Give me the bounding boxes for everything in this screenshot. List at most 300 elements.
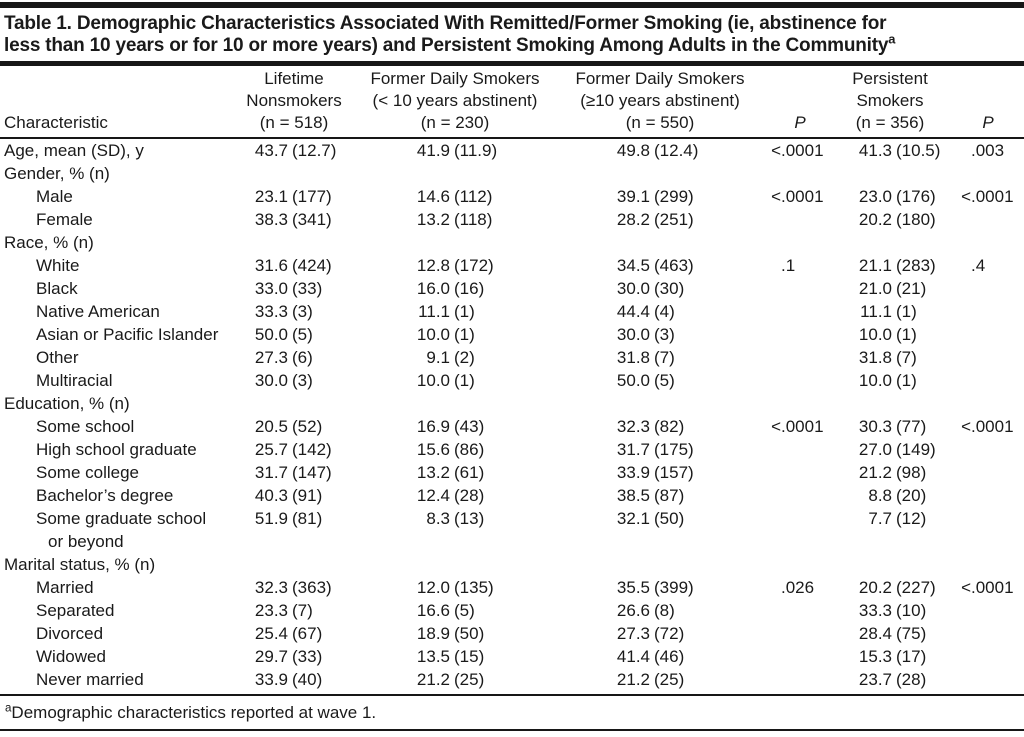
- table-row: [4, 254, 1020, 277]
- cell-value-percent: 10.0: [416, 325, 450, 344]
- header-line: (n = 356): [855, 113, 925, 132]
- cell-value-count: (4): [654, 302, 675, 321]
- row-label: White: [36, 256, 80, 275]
- table-cell: [704, 369, 829, 392]
- table-cell: [829, 254, 939, 277]
- cell-value-count: (157): [654, 463, 694, 482]
- cell-value-percent: 33.9: [616, 463, 650, 482]
- table-cell: [829, 576, 939, 599]
- table-cell: [504, 484, 704, 507]
- cell-value-percent: 20.2: [858, 210, 892, 229]
- cell-value-count: (172): [454, 256, 494, 275]
- table-cell: [939, 231, 1016, 254]
- cell-value-percent: 15.6: [416, 440, 450, 459]
- cell-value-count: (1): [454, 325, 475, 344]
- table-section-row: [4, 231, 1020, 254]
- cell-value-percent: 27.3: [616, 624, 650, 643]
- cell-value-percent: 12.4: [416, 486, 450, 505]
- cell-value-count: (118): [454, 210, 493, 229]
- table-cell: [504, 231, 704, 254]
- table-cell: [344, 162, 504, 185]
- table-cell: [344, 599, 504, 622]
- cell-value-percent: 39.1: [616, 187, 650, 206]
- table-cell: [704, 346, 829, 369]
- table-cell: [704, 645, 829, 668]
- cell-value-count: (3): [292, 371, 313, 390]
- table-cell: [504, 277, 704, 300]
- cell-value-count: (149): [896, 440, 936, 459]
- table-cell: [504, 162, 704, 185]
- table-cell: [504, 392, 704, 415]
- cell-value-percent: 30.0: [254, 371, 288, 390]
- table-cell: [344, 553, 504, 576]
- table-cell: [829, 208, 939, 231]
- cell-value-count: (147): [292, 463, 332, 482]
- table-cell: [344, 461, 504, 484]
- table-cell: [344, 323, 504, 346]
- table-section-row: [4, 553, 1020, 576]
- table-cell: [244, 277, 344, 300]
- cell-value-count: (28): [896, 670, 927, 689]
- cell-value-count: (1): [454, 371, 475, 390]
- table-row: [4, 576, 1020, 599]
- table-cell: [344, 208, 504, 231]
- table-cell: [829, 622, 939, 645]
- table-cell: [704, 392, 829, 415]
- cell-value-percent: 11.1: [860, 302, 892, 321]
- cell-value-percent: 31.7: [616, 440, 650, 459]
- cell-value-percent: 28.2: [616, 210, 650, 229]
- cell-value-count: (16): [454, 279, 485, 298]
- p-value: .4: [971, 256, 986, 275]
- row-label: Divorced: [36, 624, 104, 643]
- table-title-line2-text: less than 10 years or for 10 or more years) and Persistent Smoking Among Adults in the Community: [4, 35, 889, 56]
- cell-value-count: (33): [292, 647, 323, 666]
- table-cell: [939, 323, 1016, 346]
- table-cell: [704, 300, 829, 323]
- row-label: Bachelor’s degree: [36, 486, 174, 505]
- cell-value-percent: 13.2: [416, 463, 450, 482]
- table-section-row: [4, 139, 1020, 162]
- cell-value-count: (12.4): [654, 141, 699, 160]
- table-row-continuation: [4, 530, 1020, 553]
- table-section-row: [4, 392, 1020, 415]
- table-cell: [829, 507, 939, 530]
- table-cell: [704, 323, 829, 346]
- table-cell: [829, 599, 939, 622]
- cell-value-percent: 44.4: [616, 302, 650, 321]
- p-value-prefix: <: [771, 141, 781, 160]
- table-cell: [939, 461, 1016, 484]
- table-cell: [829, 185, 939, 208]
- table-row: [4, 415, 1020, 438]
- p-value: .0001: [781, 417, 824, 436]
- cell-value-percent: 21.1: [858, 256, 892, 275]
- cell-value-percent: 16.6: [416, 601, 450, 620]
- cell-value-percent: 34.5: [616, 256, 650, 275]
- table-row: [4, 323, 1020, 346]
- table-row: [4, 208, 1020, 231]
- table-cell: [244, 484, 344, 507]
- table-cell: [344, 622, 504, 645]
- cell-value-percent: 23.7: [858, 670, 892, 689]
- table-cell: [939, 185, 1016, 208]
- table-cell: [244, 461, 344, 484]
- row-label: Native American: [36, 302, 160, 321]
- table-cell: [704, 438, 829, 461]
- table-cell: [344, 231, 504, 254]
- cell-value-count: (3): [292, 302, 313, 321]
- cell-value-count: (399): [654, 578, 694, 597]
- table-cell: [344, 576, 504, 599]
- row-label: High school graduate: [36, 440, 197, 459]
- table-cell: [344, 369, 504, 392]
- table-cell: [244, 507, 344, 530]
- table-row: [4, 507, 1020, 530]
- p-value-prefix: [939, 139, 971, 162]
- table-cell: [504, 507, 704, 530]
- table-cell: [344, 185, 504, 208]
- cell-value-count: (28): [454, 486, 485, 505]
- cell-value-percent: 31.7: [254, 463, 288, 482]
- table-cell: [344, 668, 504, 691]
- table-cell: [704, 185, 829, 208]
- table-cell: [939, 507, 1016, 530]
- table-cell: [244, 323, 344, 346]
- table-cell: [829, 162, 939, 185]
- cell-value-percent: 32.3: [254, 578, 288, 597]
- table-row: [4, 369, 1020, 392]
- cell-value-percent: 30.0: [616, 279, 650, 298]
- table-cell: [244, 185, 344, 208]
- cell-value-count: (142): [292, 440, 332, 459]
- cell-value-percent: 31.8: [858, 348, 892, 367]
- cell-value-count: (40): [292, 670, 323, 689]
- cell-value-count: (75): [896, 624, 927, 643]
- cell-value-percent: 26.6: [616, 601, 650, 620]
- table-cell: [504, 415, 704, 438]
- header-line: Former Daily Smokers: [370, 69, 540, 88]
- column-header-characteristic: Characteristic: [4, 113, 108, 132]
- table-cell: [704, 622, 829, 645]
- cell-value-count: (86): [454, 440, 485, 459]
- row-label: Education, % (n): [4, 394, 130, 413]
- table-cell: [344, 484, 504, 507]
- table-cell: [939, 645, 1016, 668]
- table-row: [4, 645, 1020, 668]
- table-cell: [504, 553, 704, 576]
- cell-value-percent: 10.0: [416, 371, 450, 390]
- cell-value-percent: 23.1: [254, 187, 288, 206]
- cell-value-percent: 8.3: [426, 509, 450, 528]
- cell-value-count: (299): [654, 187, 694, 206]
- cell-value-count: (98): [896, 463, 927, 482]
- cell-value-count: (20): [896, 486, 927, 505]
- cell-value-count: (1): [896, 371, 917, 390]
- header-line: (≥10 years abstinent): [580, 91, 740, 110]
- cell-value-count: (13): [454, 509, 485, 528]
- cell-value-count: (175): [654, 440, 694, 459]
- table-cell: [704, 415, 829, 438]
- table-cell: [504, 346, 704, 369]
- table-cell: [704, 162, 829, 185]
- table-cell: [704, 599, 829, 622]
- table-cell: [704, 277, 829, 300]
- row-label: Gender, % (n): [4, 164, 110, 183]
- cell-value-percent: 13.5: [416, 647, 450, 666]
- p-value-prefix: <: [961, 578, 971, 597]
- cell-value-count: (10.5): [896, 141, 941, 160]
- table-body: [4, 139, 1020, 691]
- table-section-row: [4, 162, 1020, 185]
- table-cell: [829, 300, 939, 323]
- p-value-prefix: <: [771, 417, 781, 436]
- table-cell: [344, 254, 504, 277]
- cell-value-percent: 12.0: [416, 578, 450, 597]
- cell-value-percent: 32.3: [616, 417, 650, 436]
- cell-value-percent: 50.0: [254, 325, 288, 344]
- table-row: [4, 438, 1020, 461]
- cell-value-count: (3): [654, 325, 675, 344]
- table-cell: [829, 438, 939, 461]
- table-cell: [344, 139, 504, 162]
- cell-value-count: (6): [292, 348, 313, 367]
- table-cell: [939, 553, 1016, 576]
- table-cell: [829, 139, 939, 162]
- table-title-line2: [4, 31, 1020, 57]
- table-cell: [244, 392, 344, 415]
- table-cell: [244, 553, 344, 576]
- cell-value-percent: 51.9: [254, 509, 288, 528]
- table-cell: [244, 599, 344, 622]
- cell-value-percent: 20.2: [858, 578, 892, 597]
- table-cell: [244, 438, 344, 461]
- table-cell: [939, 576, 1016, 599]
- cell-value-percent: 49.8: [616, 141, 650, 160]
- table-cell: [829, 461, 939, 484]
- column-header-lifetime-nonsmokers: [246, 68, 341, 134]
- cell-value-count: (363): [292, 578, 332, 597]
- cell-value-percent: 38.5: [616, 486, 650, 505]
- table-cell: [504, 369, 704, 392]
- cell-value-count: (135): [454, 578, 494, 597]
- table-row: [4, 599, 1020, 622]
- p-value: .003: [971, 141, 1005, 160]
- cell-value-count: (424): [292, 256, 332, 275]
- cell-value-count: (15): [454, 647, 485, 666]
- table-cell: [704, 254, 829, 277]
- table-cell: [939, 622, 1016, 645]
- p-value-prefix: <: [961, 187, 971, 206]
- cell-value-percent: 13.2: [416, 210, 450, 229]
- table-cell: [244, 415, 344, 438]
- table-cell: [939, 162, 1016, 185]
- table-row: [4, 300, 1020, 323]
- table-cell: [504, 300, 704, 323]
- cell-value-count: (11.9): [454, 141, 498, 160]
- cell-value-count: (10): [896, 601, 927, 620]
- cell-value-count: (1): [454, 302, 475, 321]
- table-cell: [829, 415, 939, 438]
- table-cell: [344, 507, 504, 530]
- row-label: Female: [36, 210, 93, 229]
- cell-value-count: (8): [654, 601, 675, 620]
- table-cell: [244, 668, 344, 691]
- row-label: Male: [36, 187, 73, 206]
- header-line: (< 10 years abstinent): [372, 91, 538, 110]
- table-cell: [344, 300, 504, 323]
- table-cell: [829, 484, 939, 507]
- row-label: Other: [36, 348, 79, 367]
- p-value: .0001: [971, 578, 1014, 597]
- cell-value-count: (61): [454, 463, 485, 482]
- p-value-prefix: [704, 576, 781, 599]
- cell-value-count: (12.7): [292, 141, 337, 160]
- table-cell: [939, 208, 1016, 231]
- table-cell: [244, 622, 344, 645]
- bottom-rule: [0, 729, 1024, 731]
- column-header-former-smokers-lt10y: [370, 68, 539, 134]
- table-cell: [504, 208, 704, 231]
- cell-value-percent: 11.1: [418, 302, 450, 321]
- p-value: .0001: [971, 187, 1014, 206]
- table-header-row: [4, 66, 1020, 137]
- p-value: .0001: [971, 417, 1014, 436]
- p-value: .0001: [781, 187, 824, 206]
- cell-value-count: (2): [454, 348, 475, 367]
- cell-value-count: (25): [454, 670, 485, 689]
- table-cell: [244, 139, 344, 162]
- table-cell: [244, 162, 344, 185]
- header-line: Smokers: [856, 91, 924, 110]
- row-label: Marital status, % (n): [4, 555, 156, 574]
- cell-value-count: (30): [654, 279, 685, 298]
- cell-value-percent: 32.1: [616, 509, 650, 528]
- cell-value-count: (50): [454, 624, 485, 643]
- cell-value-count: (52): [292, 417, 323, 436]
- table-cell: [504, 323, 704, 346]
- cell-value-percent: 50.0: [616, 371, 650, 390]
- table-title: [4, 8, 1020, 61]
- table-cell: [344, 438, 504, 461]
- cell-value-count: (67): [292, 624, 323, 643]
- row-label: Never married: [36, 670, 144, 689]
- table-cell: [704, 668, 829, 691]
- cell-value-percent: 27.3: [254, 348, 288, 367]
- row-label-continuation: or beyond: [48, 532, 124, 551]
- table-cell: [704, 231, 829, 254]
- cell-value-percent: 9.1: [426, 348, 450, 367]
- cell-value-count: (46): [654, 647, 685, 666]
- cell-value-percent: 43.7: [254, 141, 288, 160]
- cell-value-percent: 21.0: [858, 279, 892, 298]
- row-label: Some college: [36, 463, 140, 482]
- cell-value-count: (5): [454, 601, 475, 620]
- cell-value-percent: 10.0: [858, 325, 892, 344]
- cell-value-count: (5): [292, 325, 313, 344]
- cell-value-percent: 27.0: [858, 440, 892, 459]
- header-line: (n = 518): [259, 113, 329, 132]
- cell-value-percent: 38.3: [254, 210, 288, 229]
- table-cell: [704, 484, 829, 507]
- table-cell: [344, 346, 504, 369]
- table-cell: [244, 208, 344, 231]
- cell-value-percent: 16.9: [416, 417, 450, 436]
- cell-value-percent: 31.8: [616, 348, 650, 367]
- table-cell: [829, 323, 939, 346]
- table-cell: [244, 300, 344, 323]
- cell-value-count: (463): [654, 256, 694, 275]
- table-row: [4, 461, 1020, 484]
- row-label: Widowed: [36, 647, 106, 666]
- table-cell: [829, 645, 939, 668]
- cell-value-count: (25): [654, 670, 685, 689]
- table-cell: [344, 645, 504, 668]
- table-cell: [344, 277, 504, 300]
- table-cell: [829, 346, 939, 369]
- cell-value-percent: 25.4: [254, 624, 288, 643]
- cell-value-count: (251): [654, 210, 694, 229]
- cell-value-percent: 20.5: [254, 417, 288, 436]
- cell-value-count: (1): [896, 302, 917, 321]
- cell-value-percent: 33.3: [858, 601, 892, 620]
- title-footnote-marker: a: [888, 31, 896, 47]
- cell-value-count: (7): [654, 348, 675, 367]
- table-cell: [704, 461, 829, 484]
- table-cell: [244, 576, 344, 599]
- row-label: Age, mean (SD), y: [4, 141, 144, 160]
- cell-value-percent: 25.7: [254, 440, 288, 459]
- cell-value-percent: 41.3: [858, 141, 892, 160]
- cell-value-count: (33): [292, 279, 323, 298]
- table-cell: [244, 346, 344, 369]
- row-label: Separated: [36, 601, 115, 620]
- table-cell: [504, 576, 704, 599]
- cell-value-count: (283): [896, 256, 936, 275]
- table-cell: [704, 576, 829, 599]
- cell-value-count: (180): [896, 210, 936, 229]
- header-line: (n = 550): [625, 113, 695, 132]
- header-line: Lifetime: [264, 69, 324, 88]
- cell-value-percent: 23.0: [858, 187, 892, 206]
- cell-value-count: (87): [654, 486, 685, 505]
- table-cell: [704, 139, 829, 162]
- table-cell: [939, 438, 1016, 461]
- cell-value-count: (7): [896, 348, 917, 367]
- table-cell: [829, 392, 939, 415]
- cell-value-percent: 10.0: [858, 371, 892, 390]
- table-cell: [504, 139, 704, 162]
- row-label: Some graduate school: [36, 509, 207, 528]
- cell-value-count: (21): [896, 279, 927, 298]
- p-value-prefix: [704, 254, 781, 277]
- table-row: [4, 622, 1020, 645]
- cell-value-count: (341): [292, 210, 332, 229]
- table-cell: [939, 254, 1016, 277]
- header-line: Persistent: [852, 69, 928, 88]
- cell-value-percent: 30.0: [616, 325, 650, 344]
- table-cell: [244, 645, 344, 668]
- table-cell: [829, 277, 939, 300]
- table-cell: [504, 645, 704, 668]
- cell-value-percent: 23.3: [254, 601, 288, 620]
- cell-value-percent: 16.0: [416, 279, 450, 298]
- cell-value-percent: 21.2: [858, 463, 892, 482]
- table-cell: [244, 369, 344, 392]
- table-cell: [504, 438, 704, 461]
- table-cell: [939, 300, 1016, 323]
- table-cell: [344, 392, 504, 415]
